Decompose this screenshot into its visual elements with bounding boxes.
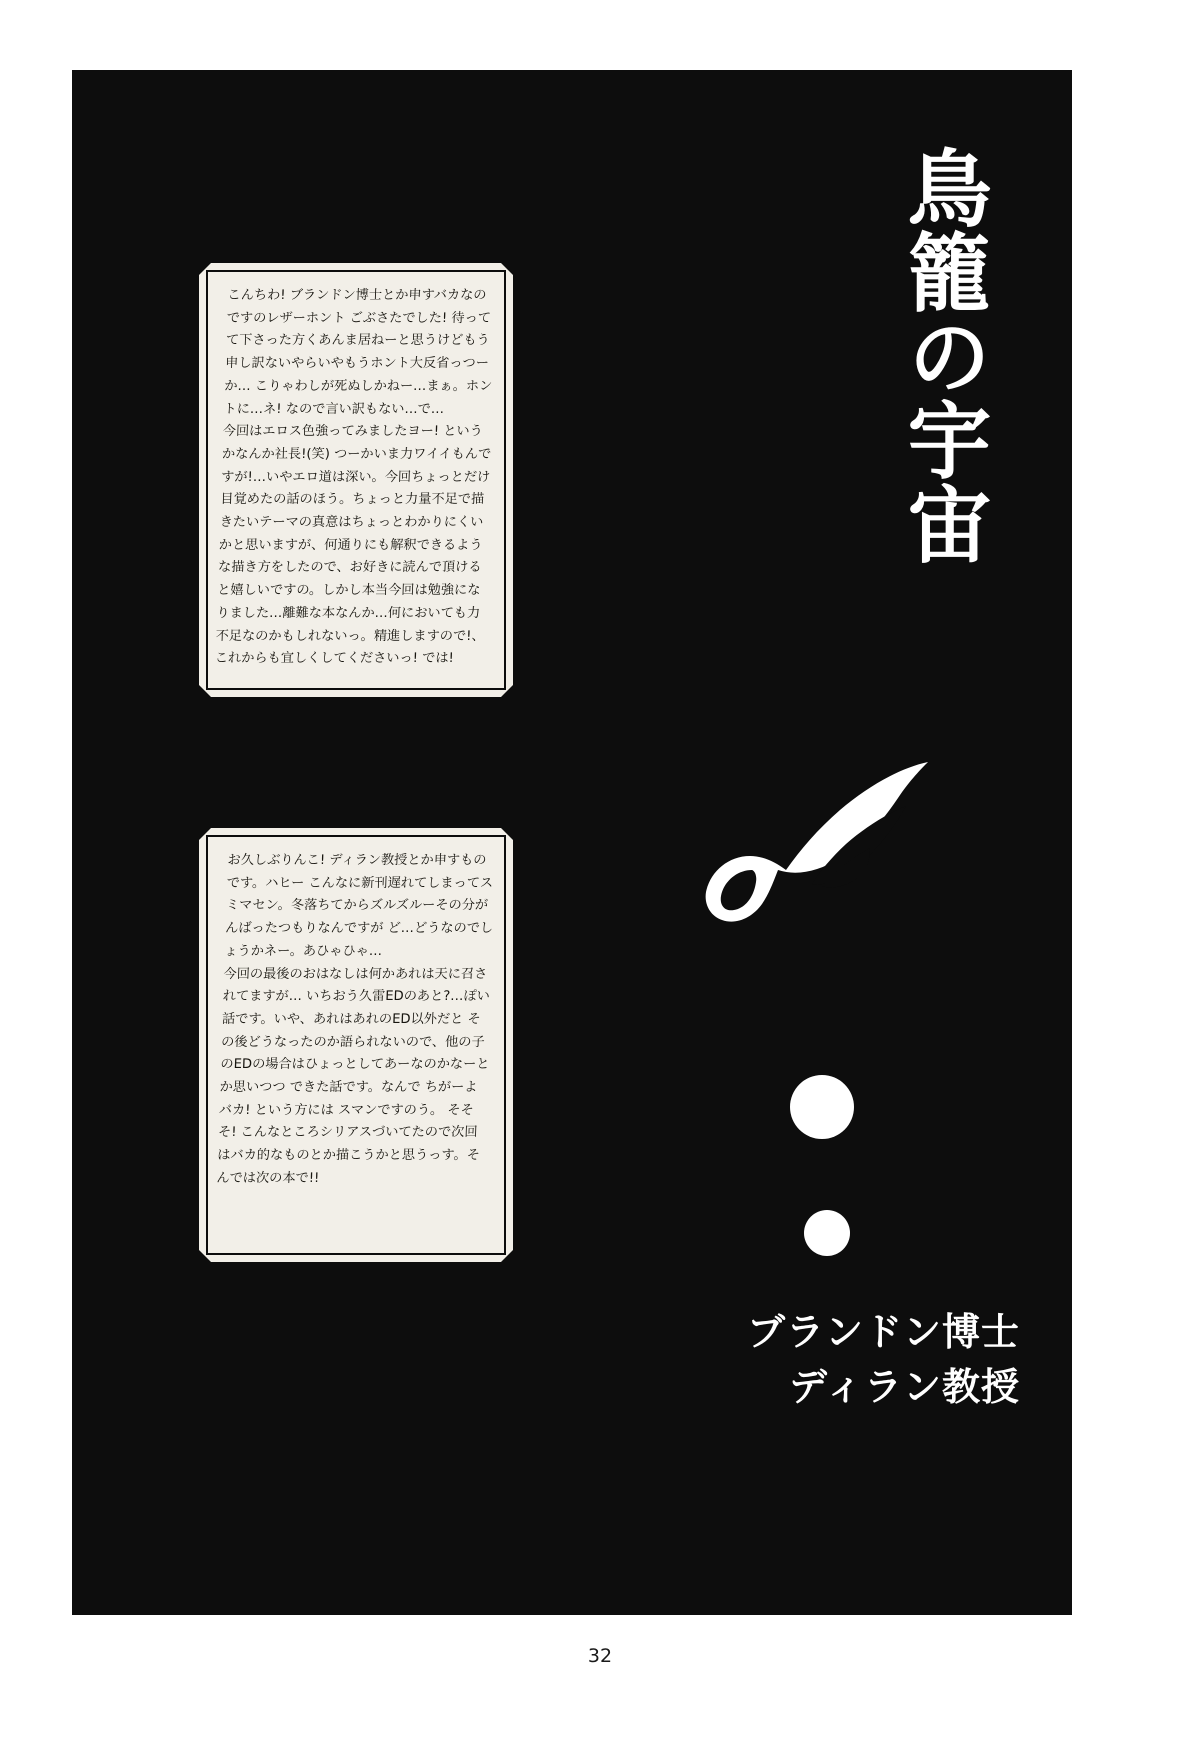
- credit-line-dylan: ディラン教授: [789, 1365, 1020, 1410]
- page-number: 32: [587, 1645, 613, 1667]
- afterword-box-dylan: [196, 825, 516, 1265]
- corner-ornament-bottom-left: [196, 682, 214, 700]
- afterword-text-dylan: お久しぶりんこ! ディラン教授とか申すものです。ハヒー こんなに新刊遅れてしまってスミマセン。冬落ちてからズルズルーその分がんばったつもりなんですが ど…どうなのでしょうかネー。あひゃひゃ… 今回の最後のおはなしは何かあれは天に召されてますが… いちおう久雷EDのあと?…ぽい話です。いや、あれはあれのED以外だと その後どうなったのか語られないので、他の子のEDの場合はひょっとしてあーなのかなーとか思いつつ できた話です。なんで ちがーよバカ! という方には スマンですのう。 そそそ! こんなところシリアスづいてたので次回はバカ的なものとか描こうかと思うっす。そんでは次の本で!!: [216, 853, 494, 1186]
- small-dot-decoration: [804, 1210, 850, 1256]
- corner-ornament-top-right: [498, 260, 516, 278]
- page-title: 鳥籠の宇宙: [894, 145, 992, 565]
- corner-ornament-bottom-right: [498, 1247, 516, 1265]
- afterword-text-brandon: こんちわ! ブランドン博士とか申すバカなのですのレザーホント ごぶさたでした! 待ってて下さった方くあんま居ねーと思うけどもう申し訳ないやらいやもうホント大反省っつーか… こりゃわしが死ぬしかねー…まぁ。ホントに…ネ! なので言い訳もない…で… 今回はエロス色強ってみましたヨー! というかなんか社長!(笑) つーかいま力ワイイもんですが!…いやエロ道は深い。今回ちょっとだけ目覚めたの話のほう。ちょっと力量不足で描きたいテーマの真意はちょっとわかりにくいかと思いますが、何通りにも解釈できるような描き方をしたので、お好きに読んで頂けると嬉しいですの。しかし本当今回は勉強になりました…離難な本なんか…何においても力不足なのかもしれないっ。精進しますので!、これからも宜しくしてくださいっ! では!: [214, 288, 493, 667]
- corner-ornament-bottom-right: [498, 682, 516, 700]
- wing-sparkle-icon: [700, 740, 930, 940]
- afterword-box-brandon: [196, 260, 516, 700]
- credits: [620, 1305, 1020, 1415]
- corner-ornament-top-left: [196, 260, 214, 278]
- large-dot-decoration: [790, 1075, 854, 1139]
- credit-line-brandon: ブランドン博士: [746, 1310, 1020, 1354]
- corner-ornament-top-right: [498, 825, 516, 843]
- corner-ornament-top-left: [196, 825, 214, 843]
- corner-ornament-bottom-left: [196, 1247, 214, 1265]
